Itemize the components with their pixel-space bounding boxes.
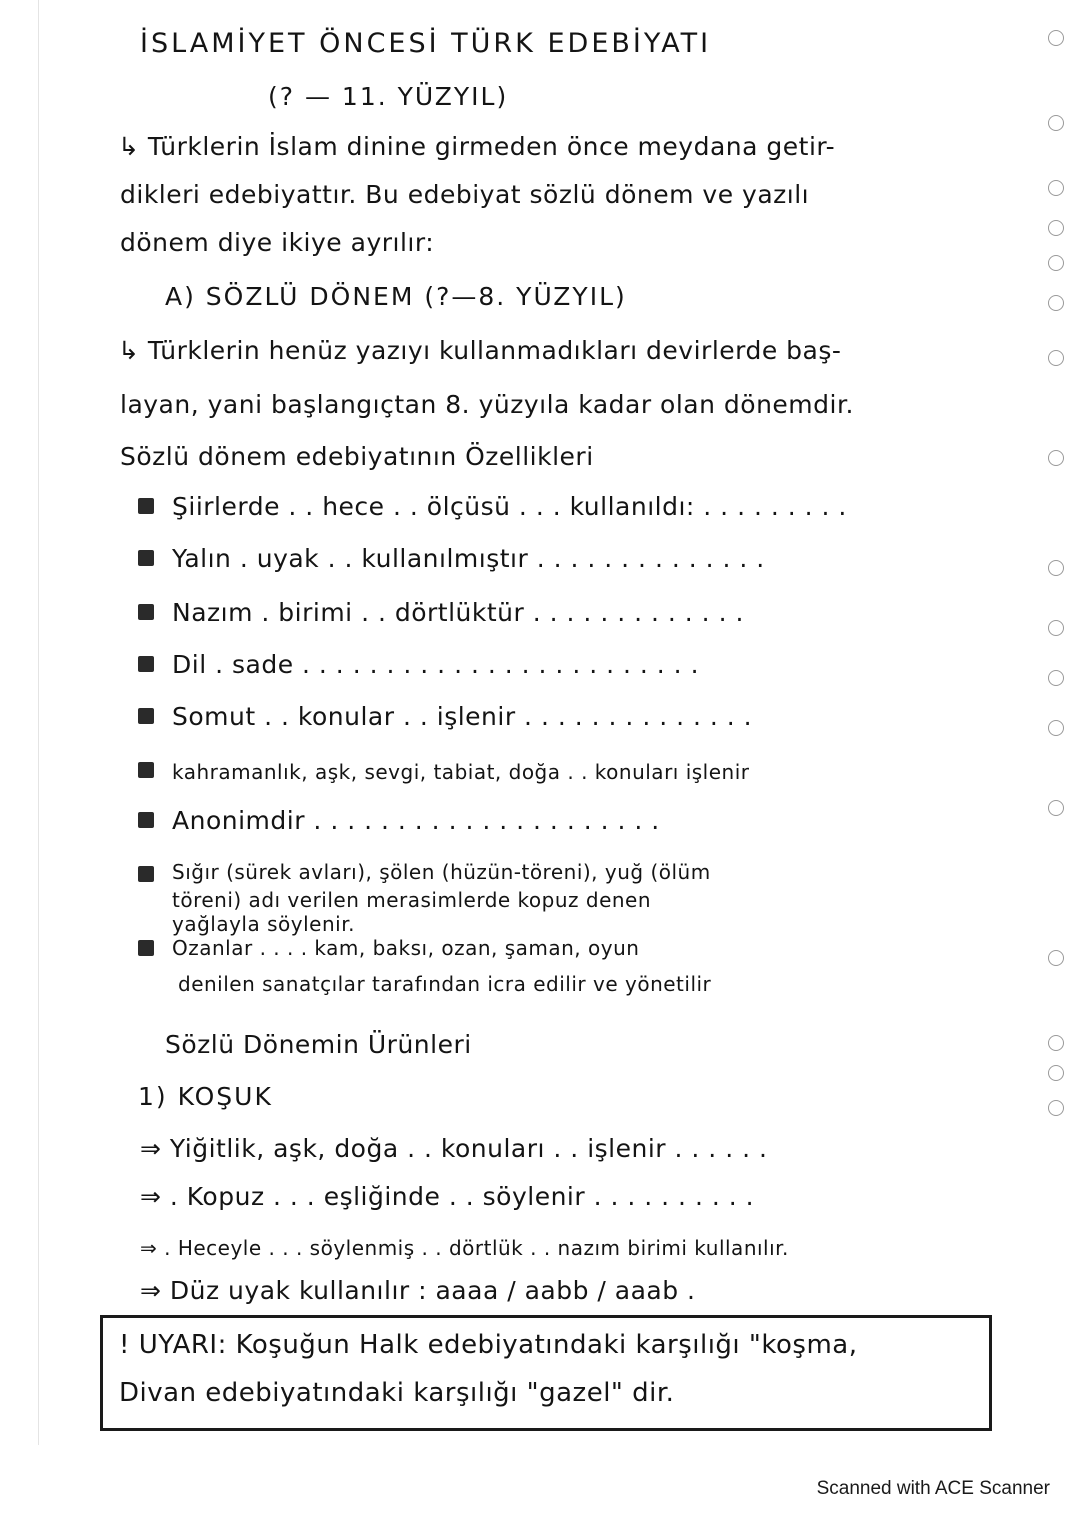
binder-hole bbox=[1048, 670, 1064, 686]
koshuk-title: 1) KOŞUK bbox=[138, 1082, 273, 1111]
checkbox-bullet-icon bbox=[138, 498, 154, 514]
intro-line: dikleri edebiyattır. Bu edebiyat sözlü dönem ve yazılı bbox=[120, 180, 810, 209]
feature-item: denilen sanatçılar tarafından icra edilir ve yönetilir bbox=[178, 972, 712, 996]
feature-item: Ozanlar . . . . kam, baksı, ozan, şaman, oyun bbox=[172, 936, 640, 960]
binder-hole bbox=[1048, 800, 1064, 816]
section-heading: A) SÖZLÜ DÖNEM (?—8. YÜZYIL) bbox=[165, 282, 627, 311]
checkbox-bullet-icon bbox=[138, 940, 154, 956]
binder-holes bbox=[1040, 20, 1074, 1350]
section-text-line: ↳ Türklerin henüz yazıyı kullanmadıkları devirlerde baş- bbox=[118, 336, 842, 365]
feature-item: yağlayla söylenir. bbox=[172, 912, 355, 936]
checkbox-bullet-icon bbox=[138, 708, 154, 724]
binder-hole bbox=[1048, 720, 1064, 736]
binder-hole bbox=[1048, 30, 1064, 46]
binder-hole bbox=[1048, 560, 1064, 576]
feature-item: Somut . . konular . . işlenir . . . . . . . . . . . . . . bbox=[172, 702, 753, 731]
page-left-edge bbox=[0, 0, 39, 1445]
feature-item: Şiirlerde . . hece . . ölçüsü . . . kullanıldı: . . . . . . . . . bbox=[172, 492, 847, 521]
feature-item: Yalın . uyak . . kullanılmıştır . . . . . . . . . . . . . . bbox=[172, 544, 765, 573]
koshuk-item: ⇒ Yiğitlik, aşk, doğa . . konuları . . işlenir . . . . . . bbox=[140, 1134, 768, 1163]
checkbox-bullet-icon bbox=[138, 812, 154, 828]
koshuk-item: ⇒ . Heceyle . . . söylenmiş . . dörtlük . . nazım birimi kullanılır. bbox=[140, 1236, 789, 1260]
section-text-line: layan, yani başlangıçtan 8. yüzyıla kadar olan dönemdir. bbox=[120, 390, 854, 419]
feature-item: Sığır (sürek avları), şölen (hüzün-töreni), yuğ (ölüm bbox=[172, 860, 711, 884]
checkbox-bullet-icon bbox=[138, 550, 154, 566]
warning-line: Divan edebiyatındaki karşılığı "gazel" dir. bbox=[119, 1378, 675, 1408]
feature-item: Nazım . birimi . . dörtlüktür . . . . . . . . . . . . . bbox=[172, 598, 744, 627]
binder-hole bbox=[1048, 180, 1064, 196]
period-range: (? — 11. YÜZYIL) bbox=[268, 82, 509, 111]
checkbox-bullet-icon bbox=[138, 656, 154, 672]
warning-box bbox=[100, 1315, 992, 1431]
checkbox-bullet-icon bbox=[138, 866, 154, 882]
binder-hole bbox=[1048, 255, 1064, 271]
intro-line: dönem diye ikiye ayrılır: bbox=[120, 228, 435, 257]
intro-line: ↳ Türklerin İslam dinine girmeden önce meydana getir- bbox=[118, 132, 836, 161]
binder-hole bbox=[1048, 295, 1064, 311]
products-heading: Sözlü Dönemin Ürünleri bbox=[165, 1030, 472, 1059]
binder-hole bbox=[1048, 220, 1064, 236]
checkbox-bullet-icon bbox=[138, 762, 154, 778]
binder-hole bbox=[1048, 1035, 1064, 1051]
checkbox-bullet-icon bbox=[138, 604, 154, 620]
koshuk-item: ⇒ . Kopuz . . . eşliğinde . . söylenir . . . . . . . . . . bbox=[140, 1182, 755, 1211]
binder-hole bbox=[1048, 1065, 1064, 1081]
scanner-watermark: Scanned with ACE Scanner bbox=[816, 1478, 1050, 1499]
binder-hole bbox=[1048, 450, 1064, 466]
binder-hole bbox=[1048, 950, 1064, 966]
feature-item: Anonimdir . . . . . . . . . . . . . . . . . . . . . bbox=[172, 806, 660, 835]
feature-item: töreni) adı verilen merasimlerde kopuz denen bbox=[172, 888, 652, 912]
binder-hole bbox=[1048, 620, 1064, 636]
page-title: İSLAMİYET ÖNCESİ TÜRK EDEBİYATI bbox=[140, 28, 712, 59]
binder-hole bbox=[1048, 115, 1064, 131]
feature-item: Dil . sade . . . . . . . . . . . . . . . . . . . . . . . . bbox=[172, 650, 700, 679]
feature-item: kahramanlık, aşk, sevgi, tabiat, doğa . . konuları işlenir bbox=[172, 760, 750, 784]
warning-line: ! UYARI: Koşuğun Halk edebiyatındaki karşılığı "koşma, bbox=[119, 1330, 858, 1360]
binder-hole bbox=[1048, 1100, 1064, 1116]
features-title: Sözlü dönem edebiyatının Özellikleri bbox=[120, 442, 594, 471]
koshuk-item: ⇒ Düz uyak kullanılır : aaaa / aabb / aaab . bbox=[140, 1276, 696, 1305]
binder-hole bbox=[1048, 350, 1064, 366]
